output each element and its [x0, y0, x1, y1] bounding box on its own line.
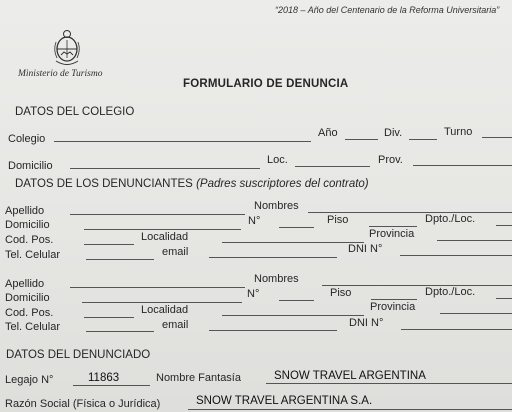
- p1-numero-field[interactable]: [279, 227, 314, 228]
- p1-domicilio-label: Domicilio: [5, 219, 50, 231]
- p2-codpos-field[interactable]: [84, 317, 134, 318]
- p2-dpto-label: Dpto./Loc.: [425, 286, 476, 298]
- p1-nombres-field[interactable]: [308, 212, 512, 213]
- p2-apellido-field[interactable]: [70, 287, 245, 288]
- p1-piso-label: Piso: [327, 214, 349, 226]
- turno-label: Turno: [444, 126, 473, 138]
- razon-social-field[interactable]: [188, 409, 512, 410]
- p2-dni-label: DNI N°: [349, 317, 384, 329]
- prov-field[interactable]: [413, 165, 512, 166]
- p1-apellido-label: Apellido: [5, 205, 45, 217]
- section-denunciado-title: DATOS DEL DENUNCIADO: [6, 349, 151, 361]
- p1-email-label: email: [162, 246, 189, 258]
- loc-field[interactable]: [295, 166, 370, 167]
- p2-email-label: email: [162, 319, 189, 331]
- p2-apellido-label: Apellido: [5, 278, 45, 290]
- p2-domicilio-field[interactable]: [82, 302, 242, 303]
- p1-codpos-label: Cod. Pos.: [5, 234, 54, 246]
- p2-provincia-field[interactable]: [440, 313, 512, 314]
- p2-numero-label: N°: [247, 288, 260, 300]
- p1-dpto-label: Dpto./Loc.: [425, 213, 476, 225]
- p2-email-field[interactable]: [209, 330, 337, 331]
- p1-tel-label: Tel. Celular: [5, 249, 61, 261]
- p2-provincia-label: Provincia: [370, 301, 416, 313]
- ministry-name: Ministerio de Turismo: [18, 69, 103, 79]
- p1-provincia-field[interactable]: [437, 240, 512, 241]
- p1-nombres-label: Nombres: [254, 200, 299, 212]
- p1-piso-field[interactable]: [369, 226, 417, 227]
- razon-social-note: (Física o Jurídica): [72, 398, 161, 410]
- turno-field[interactable]: [482, 137, 512, 138]
- p2-codpos-label: Cod. Pos.: [5, 307, 54, 319]
- legajo-field[interactable]: [73, 385, 150, 386]
- p1-provincia-label: Provincia: [369, 228, 415, 240]
- header-motto: “2018 – Año del Centenario de la Reforma Universitaria”: [275, 5, 500, 15]
- div-label: Div.: [384, 127, 403, 139]
- div-field[interactable]: [409, 139, 437, 140]
- p2-nombres-field[interactable]: [322, 285, 512, 286]
- p1-tel-field[interactable]: [86, 259, 154, 260]
- anio-label: Año: [318, 127, 338, 139]
- p1-email-field[interactable]: [209, 257, 337, 258]
- razon-social-label-text: Razón Social: [5, 398, 70, 410]
- colegio-field[interactable]: [54, 141, 311, 142]
- p2-dpto-field[interactable]: [496, 298, 512, 299]
- fantasia-field[interactable]: [266, 383, 512, 384]
- colegio-label: Colegio: [8, 133, 46, 145]
- p1-dni-field[interactable]: [400, 255, 512, 256]
- p1-dni-label: DNI N°: [348, 243, 383, 255]
- p2-piso-field[interactable]: [371, 299, 417, 300]
- denunciantes-title-text: DATOS DE LOS DENUNCIANTES: [15, 178, 193, 190]
- p2-domicilio-label: Domicilio: [5, 292, 50, 304]
- fantasia-value: SNOW TRAVEL ARGENTINA: [274, 370, 426, 382]
- legajo-label: Legajo N°: [5, 374, 54, 386]
- p2-dni-field[interactable]: [401, 329, 512, 330]
- p1-apellido-field[interactable]: [70, 214, 245, 215]
- p2-nombres-label: Nombres: [254, 273, 299, 285]
- loc-label: Loc.: [267, 154, 288, 166]
- anio-field[interactable]: [345, 139, 378, 140]
- p1-domicilio-field[interactable]: [84, 229, 241, 230]
- p2-localidad-label: Localidad: [141, 304, 189, 316]
- p1-localidad-label: Localidad: [141, 231, 189, 243]
- razon-social-label: [5, 399, 160, 410]
- fantasia-label: Nombre Fantasía: [156, 372, 241, 384]
- p1-numero-label: N°: [248, 215, 261, 227]
- p1-localidad-field[interactable]: [222, 242, 364, 243]
- section-denunciantes-title: [15, 179, 369, 191]
- p2-localidad-field[interactable]: [222, 315, 364, 316]
- p2-numero-field[interactable]: [279, 300, 314, 301]
- p2-piso-label: Piso: [330, 287, 352, 299]
- p1-dpto-field[interactable]: [496, 225, 512, 226]
- prov-label: Prov.: [378, 154, 403, 166]
- razon-social-value: SNOW TRAVEL ARGENTINA S.A.: [196, 395, 373, 407]
- section-colegio-title: DATOS DEL COLEGIO: [15, 106, 135, 118]
- p1-codpos-field[interactable]: [84, 244, 134, 245]
- denunciantes-note: (Padres suscriptores del contrato): [196, 178, 369, 190]
- colegio-domicilio-label: Domicilio: [8, 160, 53, 172]
- colegio-domicilio-field[interactable]: [70, 168, 260, 169]
- p2-tel-field[interactable]: [86, 331, 154, 332]
- legajo-value: 11863: [88, 372, 120, 384]
- p2-tel-label: Tel. Celular: [5, 321, 61, 333]
- form-title: FORMULARIO DE DENUNCIA: [183, 78, 349, 90]
- coat-of-arms-icon: [52, 28, 82, 66]
